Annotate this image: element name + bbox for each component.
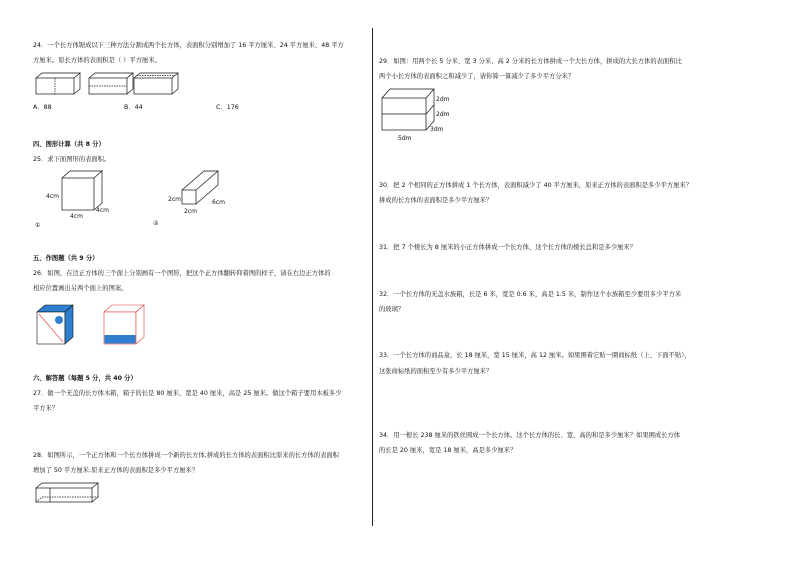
depth-label: 3dm xyxy=(430,126,444,133)
q25-cube-figure xyxy=(34,168,124,230)
column-divider xyxy=(372,28,373,526)
q33-line1: 33．一个长方体的商品盒，长 18 厘米，宽 15 厘米，高 12 厘米。如果围着它贴一圈商标纸（上、下面不贴）， xyxy=(379,352,691,359)
q24-option-c: C．176 xyxy=(216,104,239,111)
q26-cube-drawings xyxy=(34,302,154,348)
q32-line1: 32．一个长方体的无盖水族箱，长是 6 米，宽是 0.6 米，高是 1.5 米，制作这个水族箱至少要用多少平方米 xyxy=(379,291,682,298)
q32-line2: 的玻璃？ xyxy=(379,306,405,313)
section4-title: 四、图形计算（共 8 分） xyxy=(33,141,105,148)
prism-length-label: 6cm xyxy=(212,199,225,206)
prism-height-label: 2cm xyxy=(168,196,181,203)
q29-stacked-cuboids xyxy=(380,86,460,146)
q24-option-b: B．44 xyxy=(124,104,143,111)
q25-prompt: 25．求下面图形的表面积。 xyxy=(33,156,111,163)
q29-line1: 29．如图：用两个长 5 分米、宽 3 分米、高 2 分米的长方体拼成一个大长方体，拼成的大长方体的表面积比 xyxy=(379,58,682,65)
q27-line1: 27．做一个无盖的长方体木箱，箱子的长是 80 厘米，宽是 40 厘米，高是 25 厘米。做这个箱子要用木板多少 xyxy=(33,390,342,397)
prism-width-label: 2cm xyxy=(184,208,197,215)
section5-title: 五、作图题（共 9 分） xyxy=(33,255,99,262)
q26-line2: 相应位置画出另两个面上的图案。 xyxy=(33,285,128,292)
cube-depth-label: 4cm xyxy=(96,207,109,214)
q24-cuboid-figures xyxy=(34,72,174,96)
q25-prism-figure xyxy=(152,168,242,230)
cube-height-label: 4cm xyxy=(46,193,59,200)
top-height-label: 2dm xyxy=(436,96,450,103)
q31-line1: 31．把 7 个棱长为 8 厘米的小正方体拼成一个长方体，这个长方体的棱长总和是多少厘米？ xyxy=(379,244,637,251)
section6-title: 六、解答题（每题 5 分，共 40 分） xyxy=(33,375,137,382)
q26-line1: 26．如图，在边正方体的三个面上分别画有一个图形，把这个正方体翻转仰着图的样子，请在右边正方体的 xyxy=(33,270,331,277)
q24-line1: 24．一个长方体锯成以下三种方法分割成两个长方体，表面积分别增加了 16 平方厘米、24 平方厘米、48 平方 xyxy=(33,42,344,49)
mid-height-label: 2dm xyxy=(436,111,450,118)
q28-cube-cuboid-figure xyxy=(34,482,104,504)
q29-line2: 两个小长方体的表面积之和减少了，请你算一算减少了多少平方分米？ xyxy=(379,73,575,80)
q28-line2: 增加了 50 平方厘米.原来正方体的表面积是多少平方厘米？ xyxy=(33,467,199,474)
q34-line2: 的长是 20 厘米，宽是 18 厘米，高是多少厘米？ xyxy=(379,447,517,454)
q27-line2: 平方米？ xyxy=(33,405,59,412)
figure-marker-1: ① xyxy=(35,222,41,229)
q24-line2: 方厘米。原长方体的表面积是（ ）平方厘米。 xyxy=(33,57,161,64)
q34-line1: 34．用一根长 238 厘米的铁丝围成一个长方体。这个长方体的长、宽、高的和是多少厘米？如果围成长方体 xyxy=(379,432,681,439)
q30-line1: 30．把 2 个相同的正方体拼成 1 个长方体，表面积减少了 40 平方厘米，原来正方体的表面积是多少平方厘米？ xyxy=(379,182,693,189)
q28-line1: 28．如图所示，一个正方体和一个长方体拼成一个新的长方体,拼成的长方体的表面积比原来的长方体的表面积 xyxy=(33,452,339,459)
width-label: 5dm xyxy=(398,135,412,142)
q30-line2: 拼成的长方体的表面积是多少平方厘米？ xyxy=(379,197,493,204)
figure-marker-2: ② xyxy=(153,220,159,227)
q33-line2: 这张商标纸的面积至少有多少平方厘米？ xyxy=(379,368,493,375)
cube-width-label: 4cm xyxy=(70,213,83,220)
q24-option-a: A．88 xyxy=(33,104,52,111)
